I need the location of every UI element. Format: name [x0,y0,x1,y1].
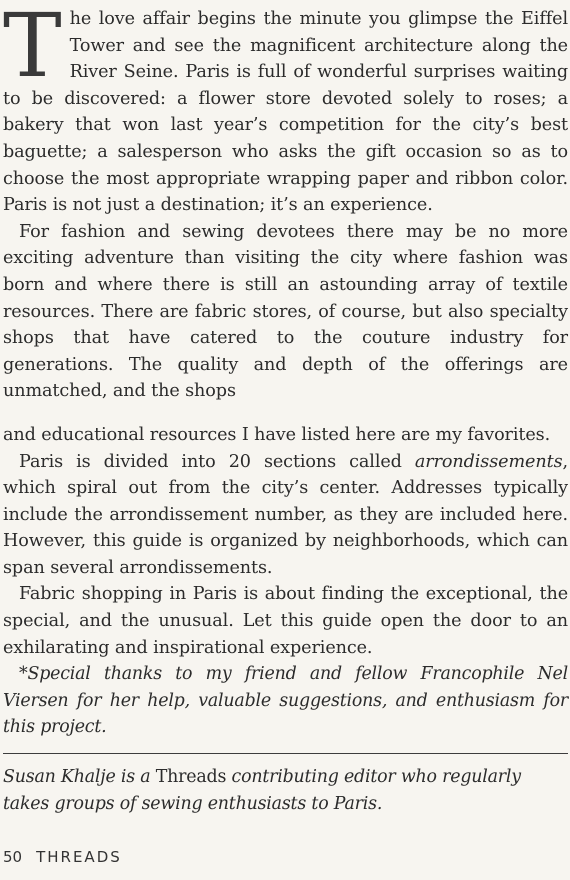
author-bio-after: contributing editor who regularly takes groups of sewing enthusiasts to Paris. [3,767,521,815]
drop-cap: T [3,0,62,97]
fashion-paragraph-part2: and educational resources I have listed here are my favorites. [3,424,551,445]
author-bio [3,764,568,818]
intro-paragraph [3,0,568,219]
author-bio-before: Susan Khalje is a [3,767,156,788]
page-footer [3,848,122,866]
publication-name: THREADS [36,848,122,866]
divider-rule [3,753,568,754]
page-number: 50 [3,848,23,866]
acknowledgement-note: *Special thanks to my friend and fellow Francophile Nel Viersen for her help, valuable suggestions, and enthusiasm for this project. [3,664,568,738]
column-break [3,405,568,422]
intro-text: he love affair begins the minute you glimpse the Eiffel Tower and see the magnificent architecture along the River Seine. Paris is full of wonderful surprises waiting to be discovered: a flower store devoted solely to roses; a bakery that won last year’s competition for the city’s best baguette; a salesperson who asks the gift occasion so as to choose the most appropriate wrapping paper and ribbon color. Paris is not just a destination; it’s an experience. [3,9,568,216]
arrondissements-text-after: , which spiral out from the city’s center. Addresses typically include the arrondissement number, as they are included here. However, this guide is organized by neighborhoods, which can span several arrondissements. [3,451,568,578]
arrondissements-text-before: Paris is divided into 20 sections called [19,451,415,472]
arrondissements-term: arrondissements [414,451,563,472]
arrondissements-paragraph [3,449,568,582]
magazine-name: Threads [155,767,227,788]
fashion-paragraph-part1: For fashion and sewing devotees there may be no more exciting adventure than visiting the city where fashion was born and where there is still an astounding array of textile resources. There are fabric stores, of course, but also specialty shops that have catered to the couture industry for generations. The quality and depth of the offerings are unmatched, and the shops [3,221,568,402]
shopping-paragraph: Fabric shopping in Paris is about finding the exceptional, the special, and the unusual. Let this guide open the door to an exhilarating and inspirational experience. [3,584,568,658]
